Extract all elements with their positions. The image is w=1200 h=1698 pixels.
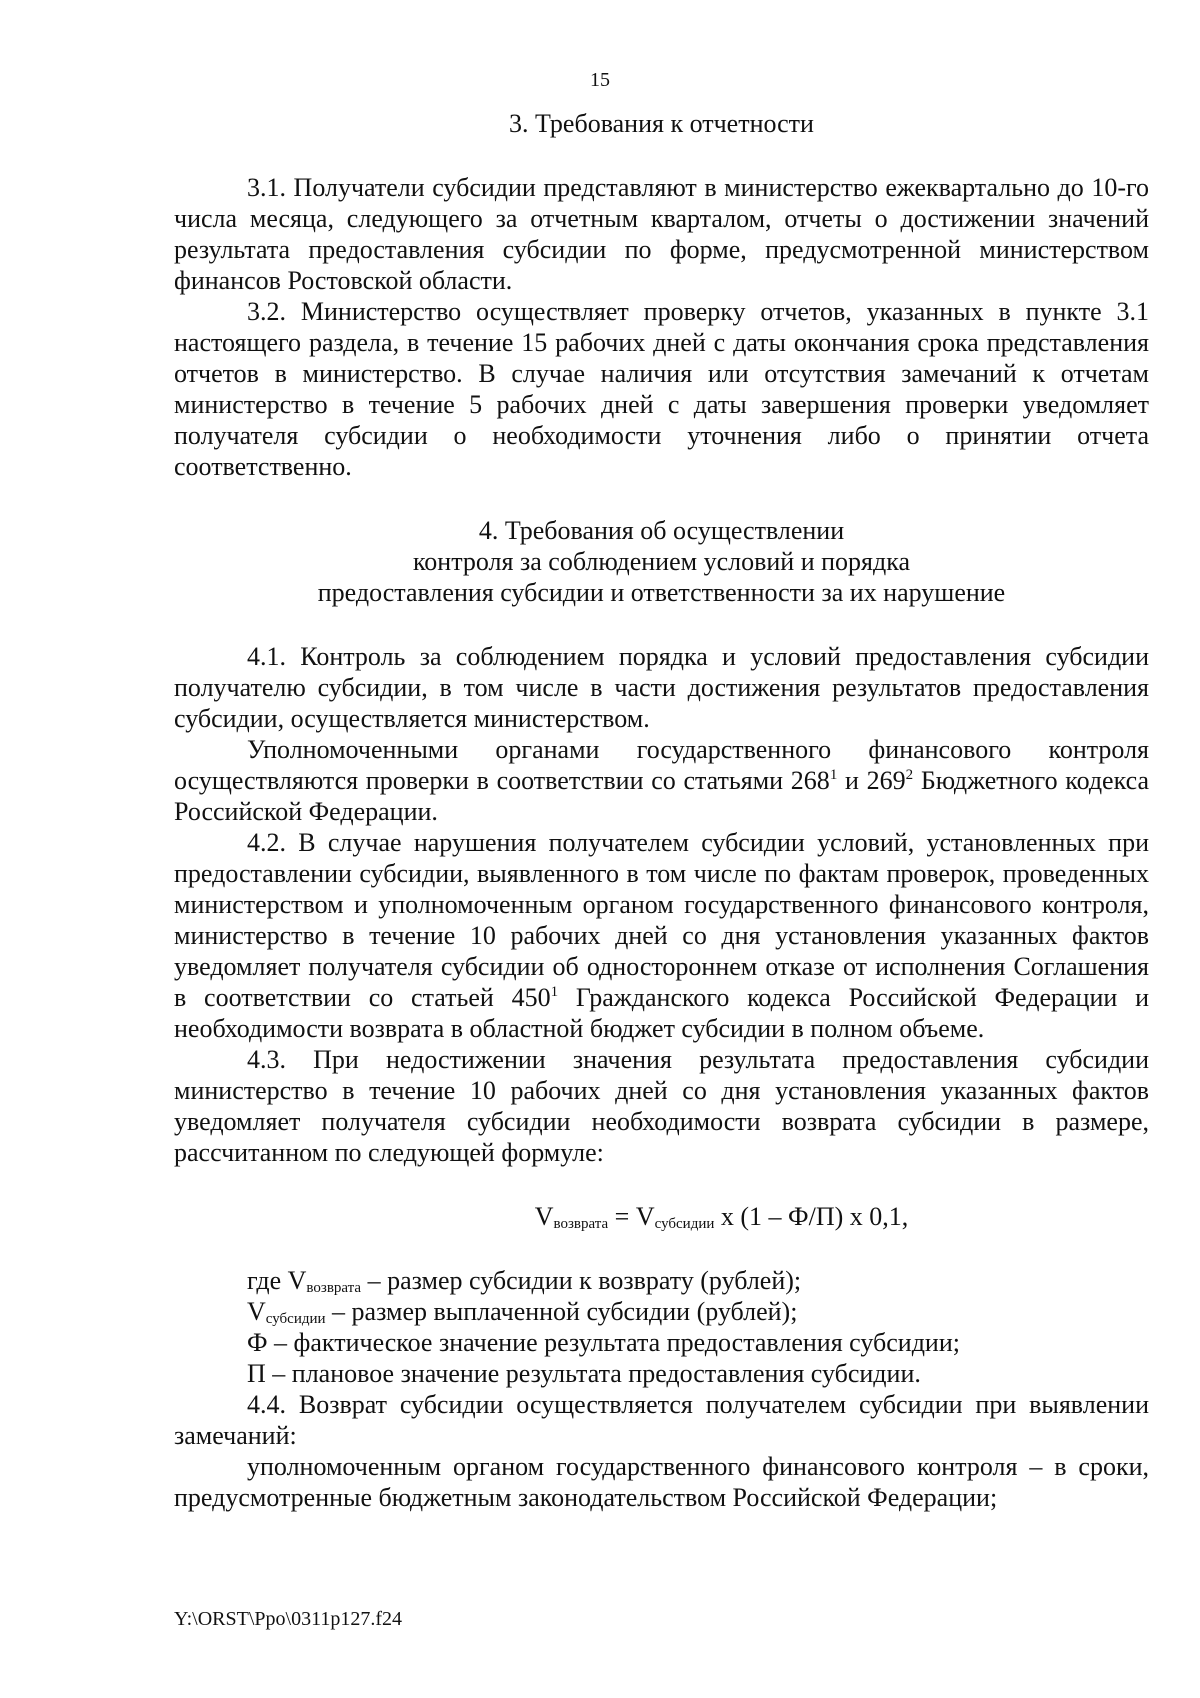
paragraph-4-4: 4.4. Возврат субсидии осуществляется получателем субсидии при выявлении замечаний: xyxy=(174,1390,1149,1450)
formula-definition-v-refund: где $V_{возврата}$ – размер субсидии к возврату (рублей); xyxy=(247,1266,802,1296)
file-path-footer: Y:\ORST\Ppo\0311p127.f24 xyxy=(174,1608,402,1630)
section-3-title: 3. Требования к отчетности xyxy=(509,109,814,138)
section-4-title-line-1: 4. Требования об осуществлении xyxy=(478,516,845,545)
formula-definition-v-subsidy: $V_{субсидии}$ – размер выплаченной субсидии (рублей); xyxy=(247,1297,798,1327)
paragraph-4-1: 4.1. Контроль за соблюдением порядка и условий предоставления субсидии получателю субсидии, в том числе в части достижения результатов предоставления субсидии, осуществляется министерством. xyxy=(174,642,1149,733)
paragraph-3-1: 3.1. Получатели субсидии представляют в министерство ежеквартально до 10-го числа месяца, следующего за отчетным кварталом, отчеты о достижении значений результата предоставления субсидии по форме, предусмотренной министерством финансов Ростовской области. xyxy=(174,173,1149,295)
paragraph-4-2: 4.2. В случае нарушения получателем субсидии условий, установленных при предоставлении субсидии, выявленного в том числе по фактам проверок, проведенных министерством и уполномоченным органом государственного финансового контроля, министерство в течение 10 рабочих дней со дня установления указанных фактов уведомляет получателя субсидии об одностороннем отказе от исполнения Соглашения в соответствии со статьей $450^1$ Гражданского кодекса Российской Федерации и необходимости возврата в областной бюджет субсидии в полном объеме. xyxy=(174,828,1149,1043)
section-4-title-line-2: контроля за соблюдением условий и порядка xyxy=(412,547,910,576)
section-4-title-line-3: предоставления субсидии и ответственности за их нарушение xyxy=(317,578,1006,607)
formula-definition-p: П – плановое значение результата предоставления субсидии. xyxy=(247,1359,921,1388)
paragraph-4-3: 4.3. При недостижении значения результата предоставления субсидии министерство в течение 10 рабочих дней со дня установления указанных фактов уведомляет получателя субсидии необходимости возврата субсидии в размере, рассчитанном по следующей формуле: xyxy=(174,1045,1149,1167)
page-number: 15 xyxy=(590,69,610,91)
paragraph-4-1-control: Уполномоченными органами государственного финансового контроля осуществляются проверки в соответствии со статьями $268^1$ и $269^2$ Бюджетного кодекса Российской Федерации. xyxy=(174,735,1149,826)
paragraph-3-2: 3.2. Министерство осуществляет проверку отчетов, указанных в пункте 3.1 настоящего раздела, в течение 15 рабочих дней с даты окончания срока представления отчетов в министерство. В случае наличия или отсутствия замечаний к отчетам министерство в течение 5 рабочих дней с даты завершения проверки уведомляет получателя субсидии о необходимости уточнения либо о принятии отчета соответственно. xyxy=(174,297,1149,481)
formula-definition-f: Ф – фактическое значение результата предоставления субсидии; xyxy=(247,1328,960,1357)
paragraph-4-4-control: уполномоченным органом государственного финансового контроля – в сроки, предусмотренные бюджетным законодательством Российской Федерации; xyxy=(174,1452,1149,1512)
refund-formula: $V_{возврата} = V_{субсидии}$ х (1 – Ф/П) х 0,1, xyxy=(534,1202,909,1232)
document-body xyxy=(174,108,1149,1513)
section-4-title xyxy=(174,515,1149,608)
